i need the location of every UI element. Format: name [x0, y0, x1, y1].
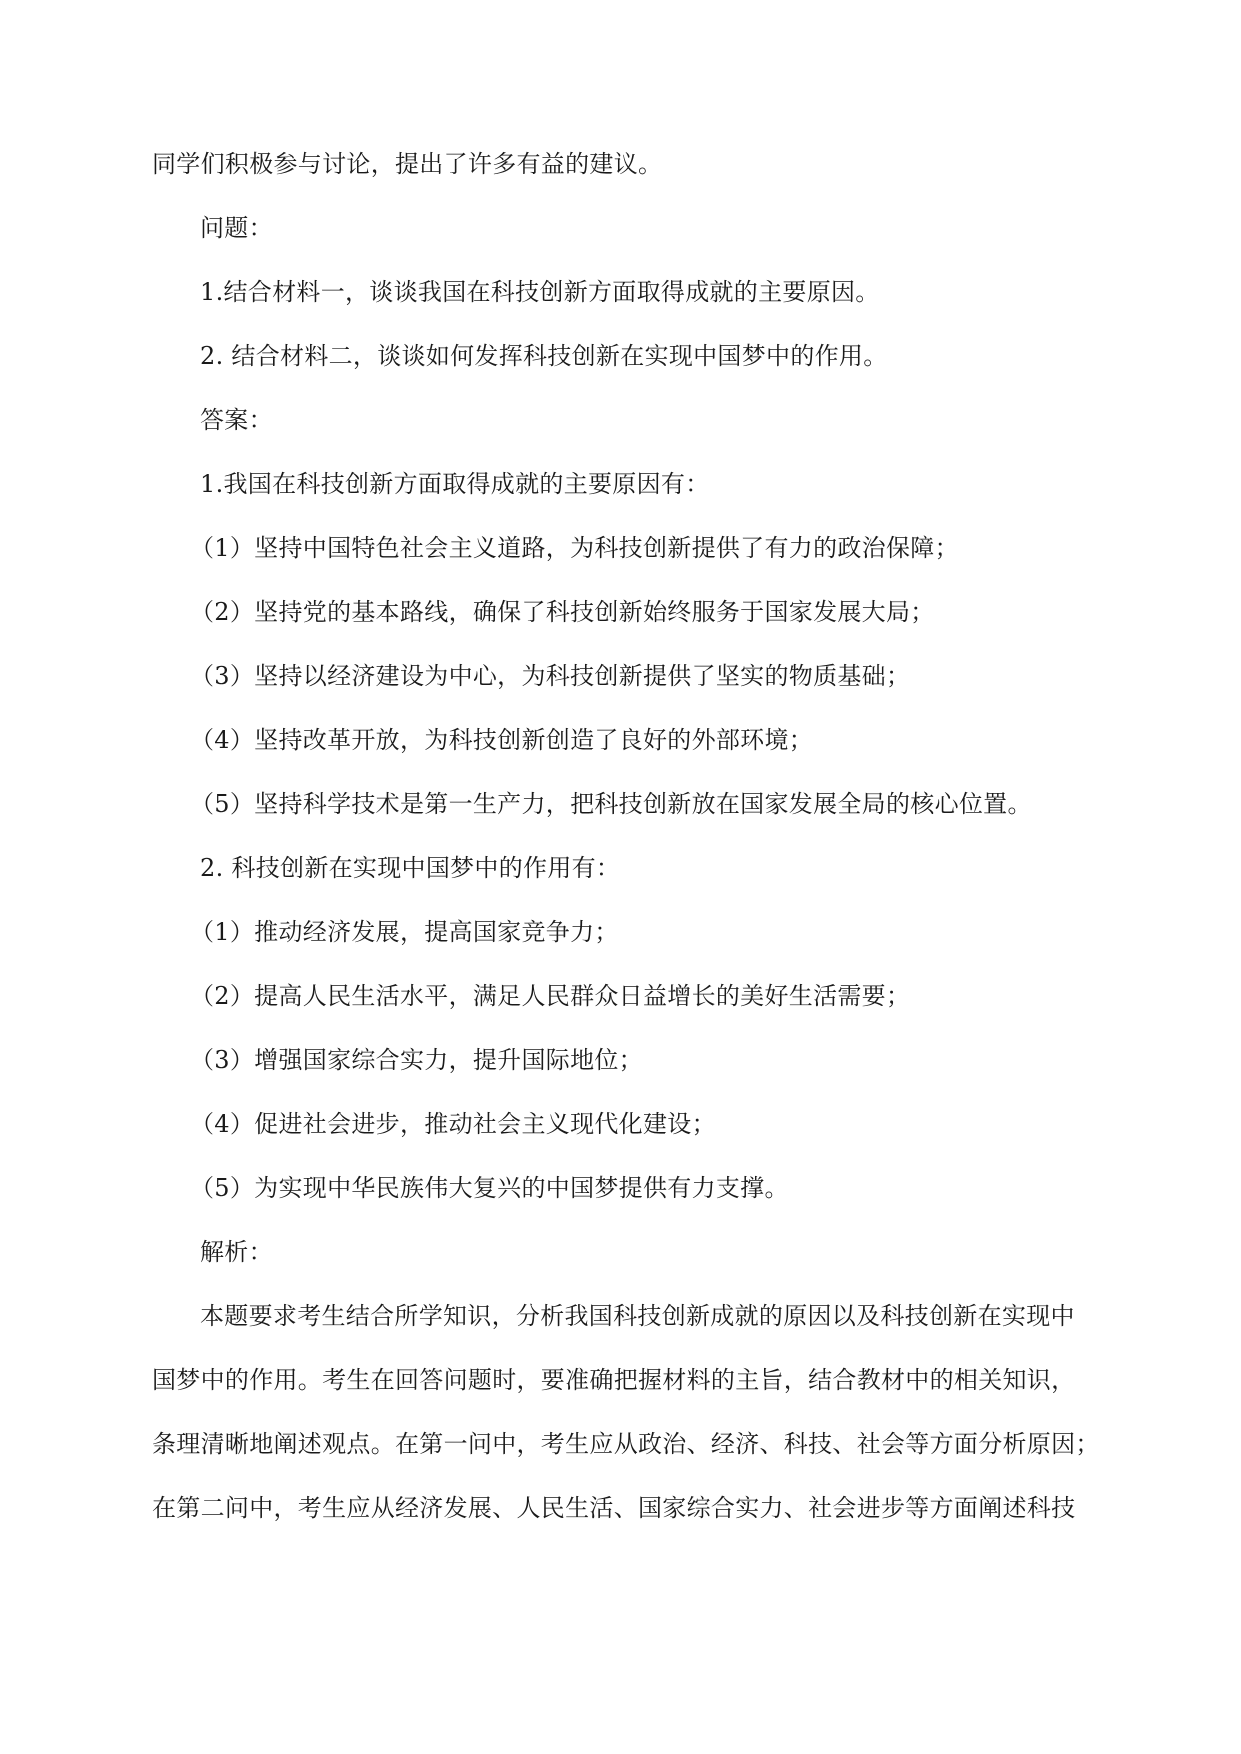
heading-answers: 答案：: [200, 406, 273, 434]
question-1: 1.结合材料一，谈谈我国在科技创新方面取得成就的主要原因。: [200, 278, 880, 306]
heading-analysis: 解析：: [200, 1238, 273, 1266]
heading-questions: 问题：: [200, 214, 273, 242]
answer-2-intro: 2. 科技创新在实现中国梦中的作用有：: [200, 854, 621, 882]
answer-2-item-2: （2）提高人民生活水平，满足人民群众日益增长的美好生活需要；: [190, 982, 911, 1010]
answer-2-item-4: （4）促进社会进步，推动社会主义现代化建设；: [190, 1110, 716, 1138]
answer-1-item-5: （5）坚持科学技术是第一生产力，把科技创新放在国家发展全局的核心位置。: [190, 790, 1032, 818]
answer-1-item-3: （3）坚持以经济建设为中心，为科技创新提供了坚实的物质基础；: [190, 662, 911, 690]
analysis-line-1: 本题要求考生结合所学知识，分析我国科技创新成就的原因以及科技创新在实现中: [200, 1302, 1075, 1330]
answer-2-item-3: （3）增强国家综合实力，提升国际地位；: [190, 1046, 643, 1074]
answer-2-item-1: （1）推动经济发展，提高国家竞争力；: [190, 918, 619, 946]
body-line-intro: 同学们积极参与讨论，提出了许多有益的建议。: [152, 150, 663, 178]
analysis-line-2: 国梦中的作用。考生在回答问题时，要准确把握材料的主旨，结合教材中的相关知识，: [152, 1366, 1076, 1394]
question-2: 2. 结合材料二，谈谈如何发挥科技创新在实现中国梦中的作用。: [200, 342, 888, 370]
answer-1-item-2: （2）坚持党的基本路线，确保了科技创新始终服务于国家发展大局；: [190, 598, 935, 626]
analysis-line-4: 在第二问中，考生应从经济发展、人民生活、国家综合实力、社会进步等方面阐述科技: [152, 1494, 1076, 1522]
answer-2-item-5: （5）为实现中华民族伟大复兴的中国梦提供有力支撑。: [190, 1174, 789, 1202]
answer-1-intro: 1.我国在科技创新方面取得成就的主要原因有：: [200, 470, 710, 498]
analysis-line-3: 条理清晰地阐述观点。在第一问中，考生应从政治、经济、科技、社会等方面分析原因；: [152, 1430, 1100, 1458]
answer-1-item-1: （1）坚持中国特色社会主义道路，为科技创新提供了有力的政治保障；: [190, 534, 959, 562]
answer-1-item-4: （4）坚持改革开放，为科技创新创造了良好的外部环境；: [190, 726, 814, 754]
